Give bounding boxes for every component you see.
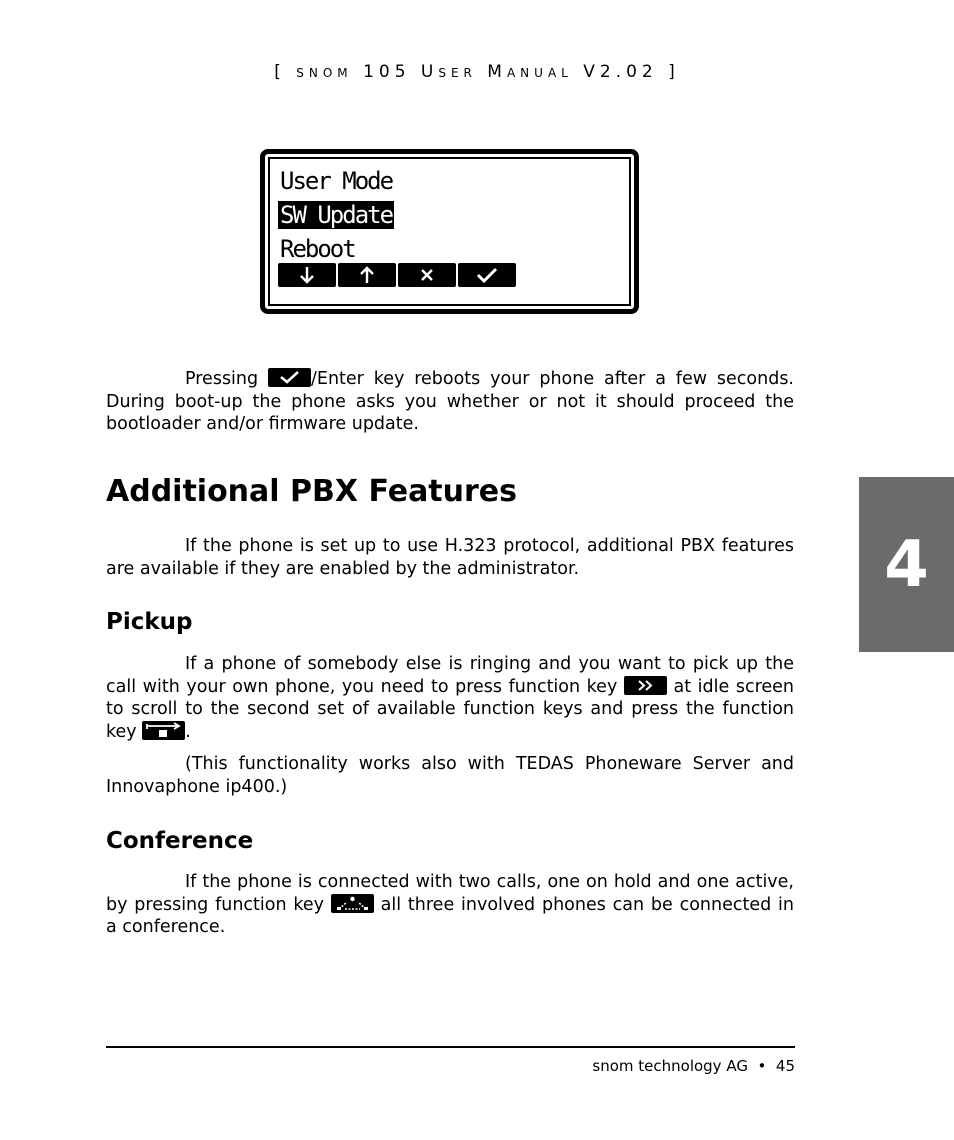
- pickup-text-c: .: [185, 721, 191, 742]
- reboot-text-pre: Pressing: [185, 369, 268, 389]
- page-footer: [592, 1057, 795, 1075]
- lcd-function-keys: [278, 263, 516, 287]
- conference-paragraph: [106, 871, 794, 939]
- fkey-up: [338, 263, 396, 287]
- reboot-paragraph: [106, 368, 794, 436]
- fkey-down: [278, 263, 336, 287]
- pickup-heading: Pickup: [106, 609, 193, 635]
- fkey-confirm: [458, 263, 516, 287]
- running-header: [ snom 105 User Manual V2.02 ]: [274, 62, 680, 82]
- section-heading: Additional PBX Features: [106, 474, 518, 509]
- pickup-paragraph: [106, 653, 794, 743]
- footer-bullet: •: [757, 1057, 767, 1075]
- page-number: 45: [775, 1057, 795, 1075]
- lcd-display: [260, 149, 639, 314]
- pickup-text-a: If a phone of somebody else is ringing and you want to pick up the call with your own phone, you need to press function key: [106, 654, 794, 697]
- reboot-text-post: /Enter key reboots your phone after a few seconds. During boot-up the phone asks you whether or not it should proceed the bootloader and/or firmware update.: [106, 369, 794, 434]
- pickup-note-paragraph: (This functionality works also with TEDAS Phoneware Server and Innovaphone ip400.): [106, 754, 794, 797]
- pbx-intro-paragraph: If the phone is set up to use H.323 protocol, additional PBX features are available if they are enabled by the administrator.: [106, 536, 794, 579]
- check-icon: [474, 265, 500, 285]
- lcd-menu-item-reboot: Reboot: [280, 235, 355, 263]
- footer-divider: [106, 1046, 795, 1048]
- conference-heading: Conference: [106, 828, 254, 854]
- pickup-text-b: at idle screen to scroll to the second set of available function keys and press the function key: [106, 676, 795, 742]
- lcd-screen: [268, 157, 631, 306]
- pickup-key-icon: [142, 721, 185, 740]
- conference-key-icon: [331, 894, 374, 913]
- footer-company: snom technology AG: [592, 1057, 748, 1075]
- down-arrow-icon: [297, 265, 317, 285]
- up-arrow-icon: [357, 265, 377, 285]
- lcd-menu-item-user-mode: User Mode: [280, 167, 393, 195]
- check-key-icon: [268, 368, 311, 387]
- chapter-tab: 4: [859, 477, 954, 652]
- conference-text-a: If the phone is connected with two calls, one on hold and one active, by pressing function key: [106, 872, 794, 915]
- scroll-keys-icon: [624, 676, 667, 695]
- conference-text-b: all three involved phones can be connected in a conference.: [106, 894, 795, 937]
- lcd-menu-item-sw-update: SW Update: [280, 201, 393, 229]
- cancel-x-icon: [418, 266, 436, 284]
- fkey-cancel: [398, 263, 456, 287]
